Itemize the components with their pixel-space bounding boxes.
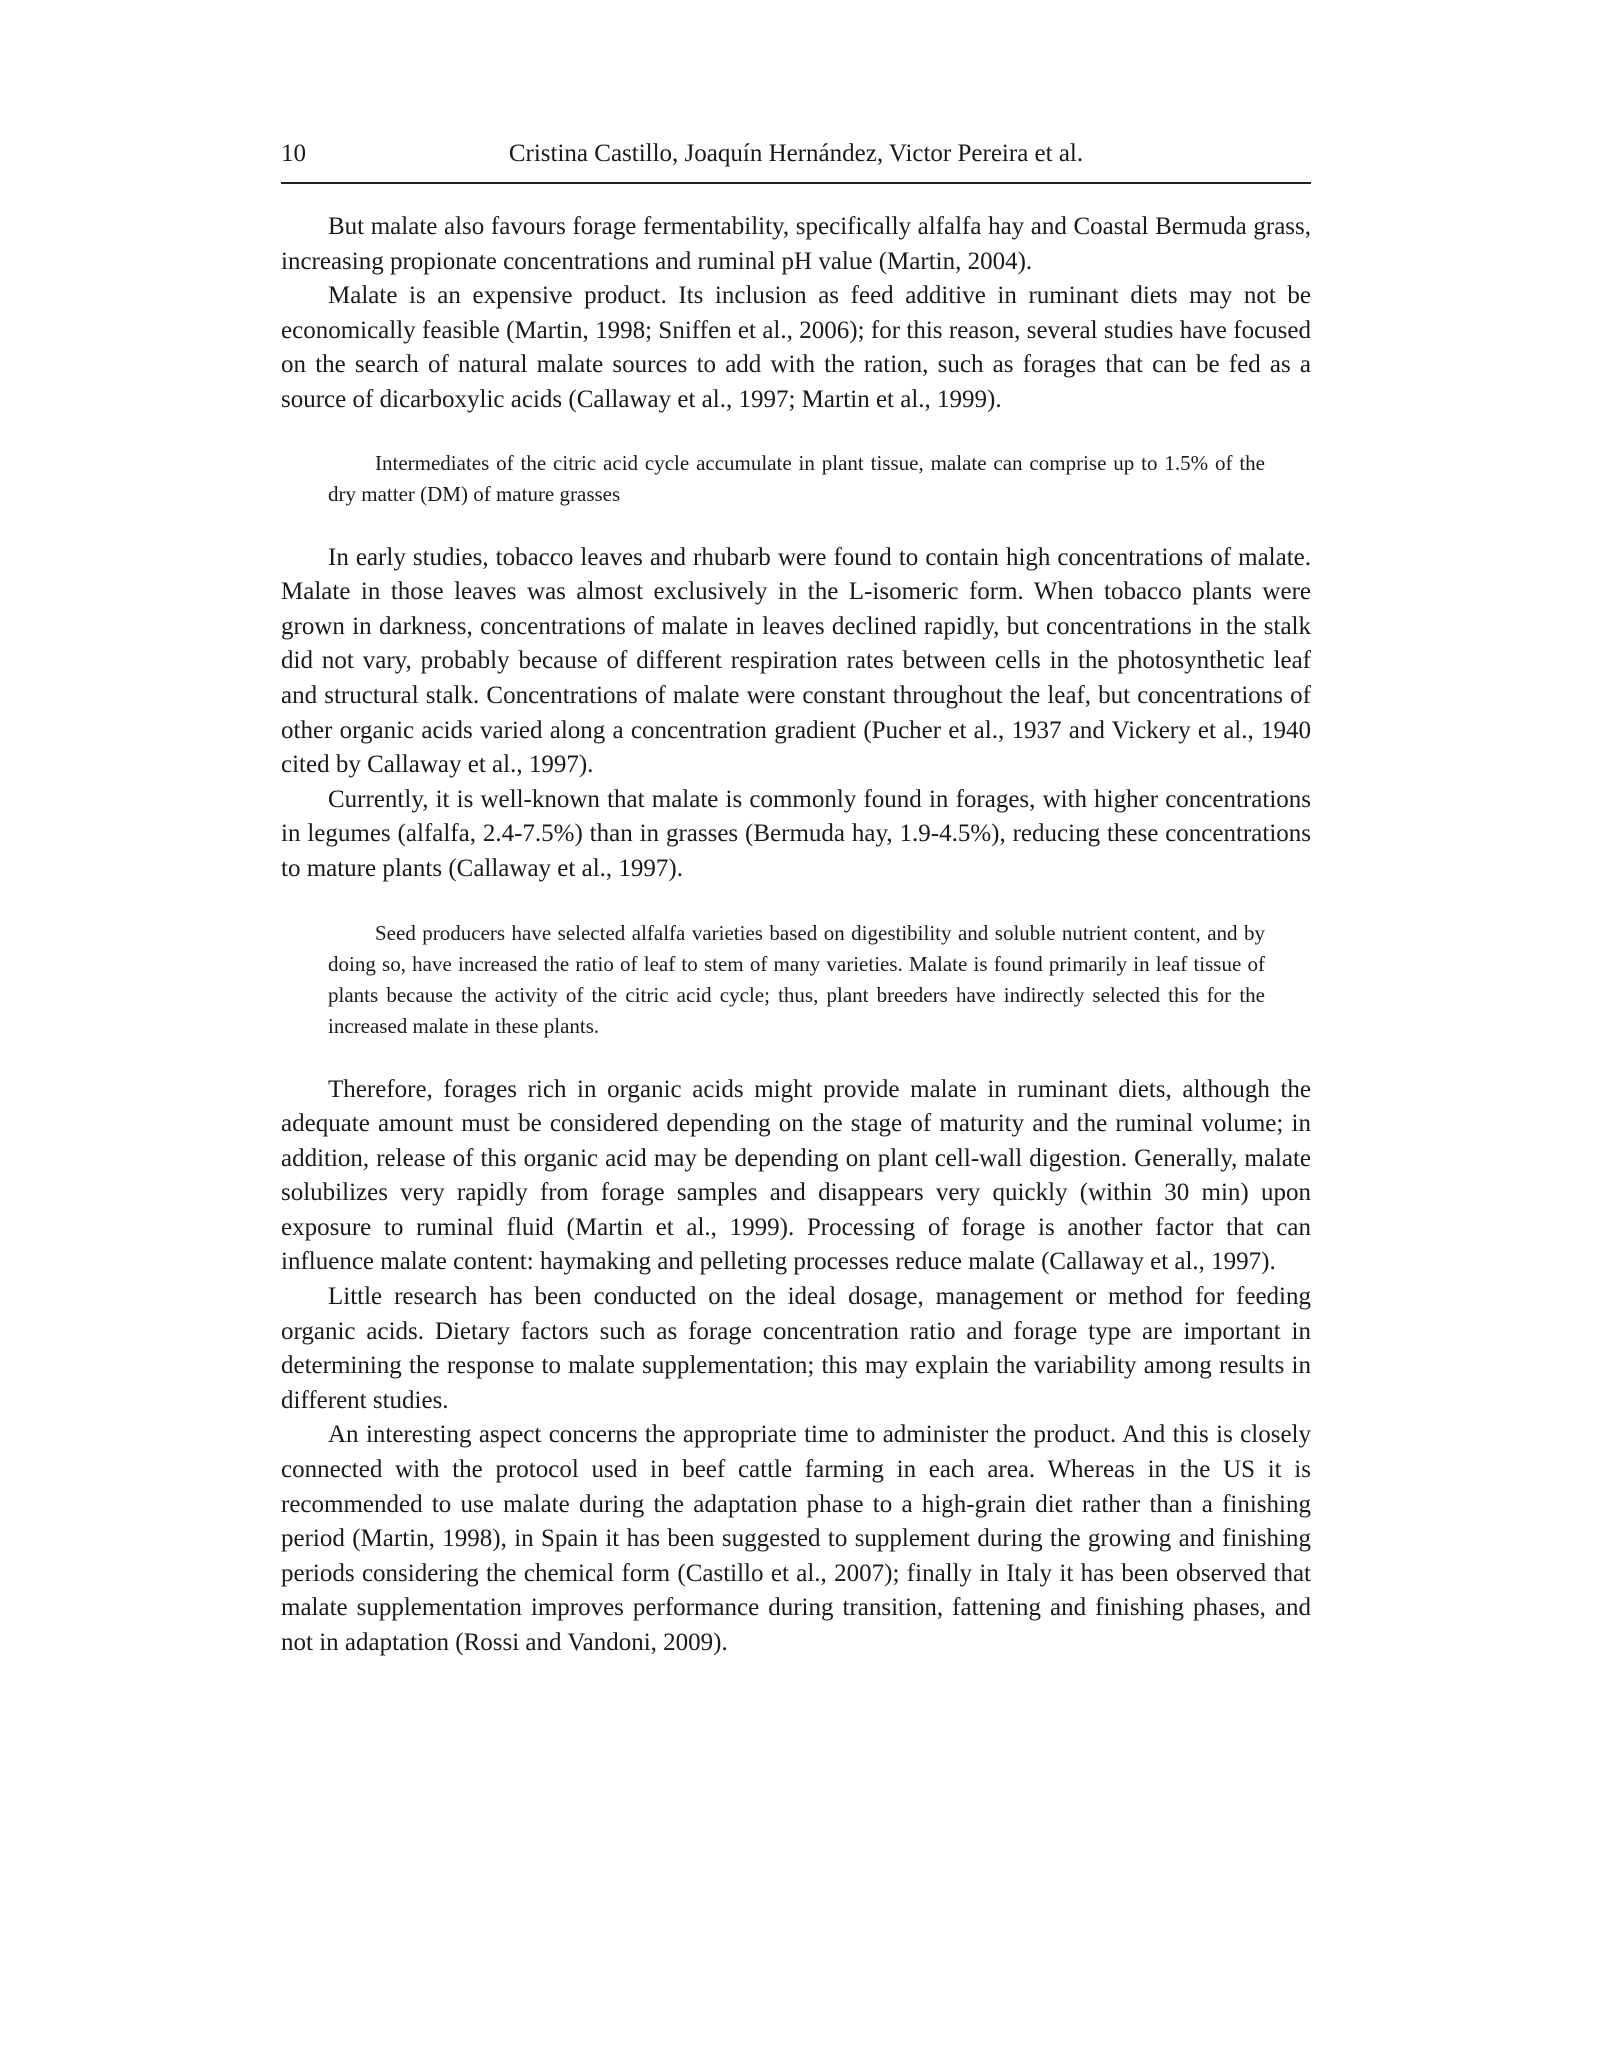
body-paragraph: But malate also favours forage fermentability, specifically alfalfa hay and Coastal Bermuda grass, increasing propionate concentrations and ruminal pH value (Martin, 2004). [281,213,1311,275]
block-quote: Intermediates of the citric acid cycle accumulate in plant tissue, malate can comprise up to 1.5% of the dry matter (DM) of mature grasses [328,450,1265,506]
running-header [281,136,1311,184]
body-paragraph: Therefore, forages rich in organic acids might provide malate in ruminant diets, although the adequate amount must be considered depending on the stage of maturity and the ruminal volume; in addition, release of this organic acid may be depending on plant cell-wall digestion. Generally, malate solubilizes very rapidly from forage samples and disappears very quickly (within 30 min) upon exposure to ruminal fluid (Martin et al., 1999). Processing of forage is another factor that can influence malate content: haymaking and pelleting processes reduce malate (Callaway et al., 1997). [281,1075,1311,1276]
body-paragraph: Currently, it is well-known that malate is commonly found in forages, with higher concentrations in legumes (alfalfa, 2.4-7.5%) than in grasses (Bermuda hay, 1.9-4.5%), reducing these concentrations to mature plants (Callaway et al., 1997). [281,785,1311,882]
body-paragraph: In early studies, tobacco leaves and rhubarb were found to contain high concentrations of malate. Malate in those leaves was almost exclusively in the L-isomeric form. When tobacco plants were grown in darkness, concentrations of malate in leaves declined rapidly, but concentrations in the stalk did not vary, probably because of different respiration rates between cells in the photosynthetic leaf and structural stalk. Concentrations of malate were constant throughout the leaf, but concentrations of other organic acids varied along a concentration gradient (Pucher et al., 1937 and Vickery et al., 1940 cited by Callaway et al., 1997). [281,543,1311,779]
running-header-authors: Cristina Castillo, Joaquín Hernández, Victor Pereira et al. [508,140,1084,167]
body-paragraph: Malate is an expensive product. Its inclusion as feed additive in ruminant diets may not be economically feasible (Martin, 1998; Sniffen et al., 2006); for this reason, several studies have focused on the search of natural malate sources to add with the ration, such as forages that can be fed as a source of dicarboxylic acids (Callaway et al., 1997; Martin et al., 1999). [281,282,1311,413]
body-paragraph: Little research has been conducted on the ideal dosage, management or method for feeding organic acids. Dietary factors such as forage concentration ratio and forage type are important in determining the response to malate supplementation; this may explain the variability among results in different studies. [281,1283,1311,1414]
page-body [281,210,1311,1661]
block-quote: Seed producers have selected alfalfa varieties based on digestibility and soluble nutrient content, and by doing so, have increased the ratio of leaf to stem of many varieties. Malate is found primarily in leaf tissue of plants because the activity of the citric acid cycle; thus, plant breeders have indirectly selected this for the increased malate in these plants. [328,920,1265,1038]
body-paragraph: An interesting aspect concerns the appropriate time to administer the product. And this is closely connected with the protocol used in beef cattle farming in each area. Whereas in the US it is recommended to use malate during the adaptation phase to a high-grain diet rather than a finishing period (Martin, 1998), in Spain it has been suggested to supplement during the growing and finishing periods considering the chemical form (Castillo et al., 2007); finally in Italy it has been observed that malate supplementation improves performance during transition, fattening and finishing phases, and not in adaptation (Rossi and Vandoni, 2009). [281,1421,1311,1656]
page-number: 10 [281,140,306,167]
